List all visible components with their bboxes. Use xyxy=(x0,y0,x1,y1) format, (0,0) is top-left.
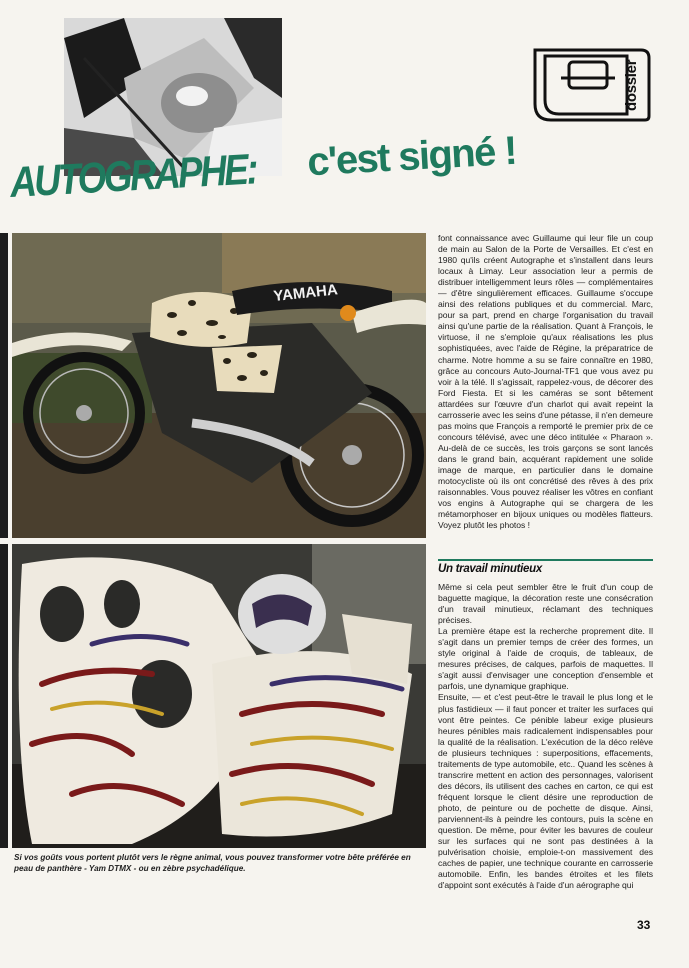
paragraph: Même si cela peut sembler être le fruit d'un coup de baguette magique, la décoration reste une consécration d'un travail minutieux, réclamant des techniques précises. xyxy=(438,582,653,626)
title-main: AUTOGRAPHE: xyxy=(8,145,258,208)
motorcycle-photo xyxy=(12,233,426,538)
subhead-rule xyxy=(438,559,653,561)
section-subheading: Un travail minutieux xyxy=(438,563,542,575)
photo-edge-strip xyxy=(0,544,8,848)
paragraph: font connaissance avec Guillaume qui leur file un coup de main au Salon de la Porte de Versailles. Et c'est en 1980 qu'ils créent Autographe et s'installent dans leurs locaux à Limay. Leur association leur a permis de distribuer intelligemment leurs rôles — complémentaires — d'être singulièrement efficaces. Guillaume s'occupe ainsi des relations publiques et du commercial. Marc, pour sa part, prend en charge l'organisation du travail ainsi qu'une partie de la réalisation. Quant à François, le virtuose, il ne s'emploie qu'aux réalisations les plus sophistiquées, avec l'aide de Régine, la préparatrice de charme. Notre homme a su se faire connaître en 1980, grâce au concours Auto-Journal-TF1 que vous avez pu voir à la télé. Il s'agissait, rappelez-vous, de décorer des Ford Fiesta. Et si les caméras se sont bêtement attardées sur l'œuvre d'un charlot qui avait repeint la carrosserie avec les seins d'une pétasse, il n'en demeure pas moins que François a remporté le premier prix de ce concours télévisé, avec une déco intitulée « Pharaon ». Au-delà de ce succès, les trois garçons se sont lancés dans le grand bain, acquérant rapidement une solide image de marque, en particulier dans le domaine motocycliste où ils ont concrétisé des rêves à des prix raisonnables. Vous pouvez réaliser les vôtres en confiant vos engins à Autographe qui se chargera de les métamorphoser en bijoux uniques ou modèles flatteurs. Voyez plutôt les photos ! xyxy=(438,233,653,531)
title-sub: c'est signé ! xyxy=(306,128,518,185)
paragraph: La première étape est la recherche proprement dite. Il s'agit dans un premier temps de créer des formes, un style original à l'aide de croquis, de tableaux, de mesures précises, de calques, parfois de maquettes. Il s'agit aussi d'envisager une conception d'ensemble et parfois, une dynamique graphique. xyxy=(438,626,653,692)
article-column-bottom xyxy=(438,582,653,891)
padlock-icon xyxy=(569,62,607,88)
dossier-badge xyxy=(531,46,653,124)
photo-caption: Si vos goûts vous portent plutôt vers le règne animal, vous pouvez transformer votre bête préférée en peau de panthère - Yam DTMX - ou en zèbre psychadélique. xyxy=(14,853,411,874)
fairing-photo xyxy=(12,544,426,848)
page-number: 33 xyxy=(637,918,651,932)
dossier-label: dossier xyxy=(623,59,640,111)
photo-edge-strip xyxy=(0,233,8,538)
article-column-top xyxy=(438,233,653,531)
yamaha-text: YAMAHA xyxy=(272,281,339,305)
paragraph: Ensuite, — et c'est peut-être le travail le plus long et le plus fastidieux — il faut poncer et traiter les surfaces qui vont être peintes. Ce pénible labeur exige plusieurs heures pénibles mais radicalement indispensables pour la qualité de la réalisation. L'exécution de la déco relève de plusieurs techniques : superpositions, effacements, traitements de type automobile, etc.. Quand les scènes à transcrire mettent en action des personnages, valorisent des décors, ils utilisent des caches en carton, ce qui est fréquent lorsque le client désire une reproduction de photo, de peinture ou de pochette de disque. Ainsi, parviennent-ils à peindre les contours, puis la scène en question. De même, pour éviter les bavures de couleur sur les surfaces qui ne sont pas destinées à la pulvérisation choisie, emploie-t-on massivement des caches de papier, une technique courante en carrosserie automobile. Enfin, les bandes étroites et les filets d'appoint sont exécutés à l'aide d'un aérographe qui xyxy=(438,692,653,891)
